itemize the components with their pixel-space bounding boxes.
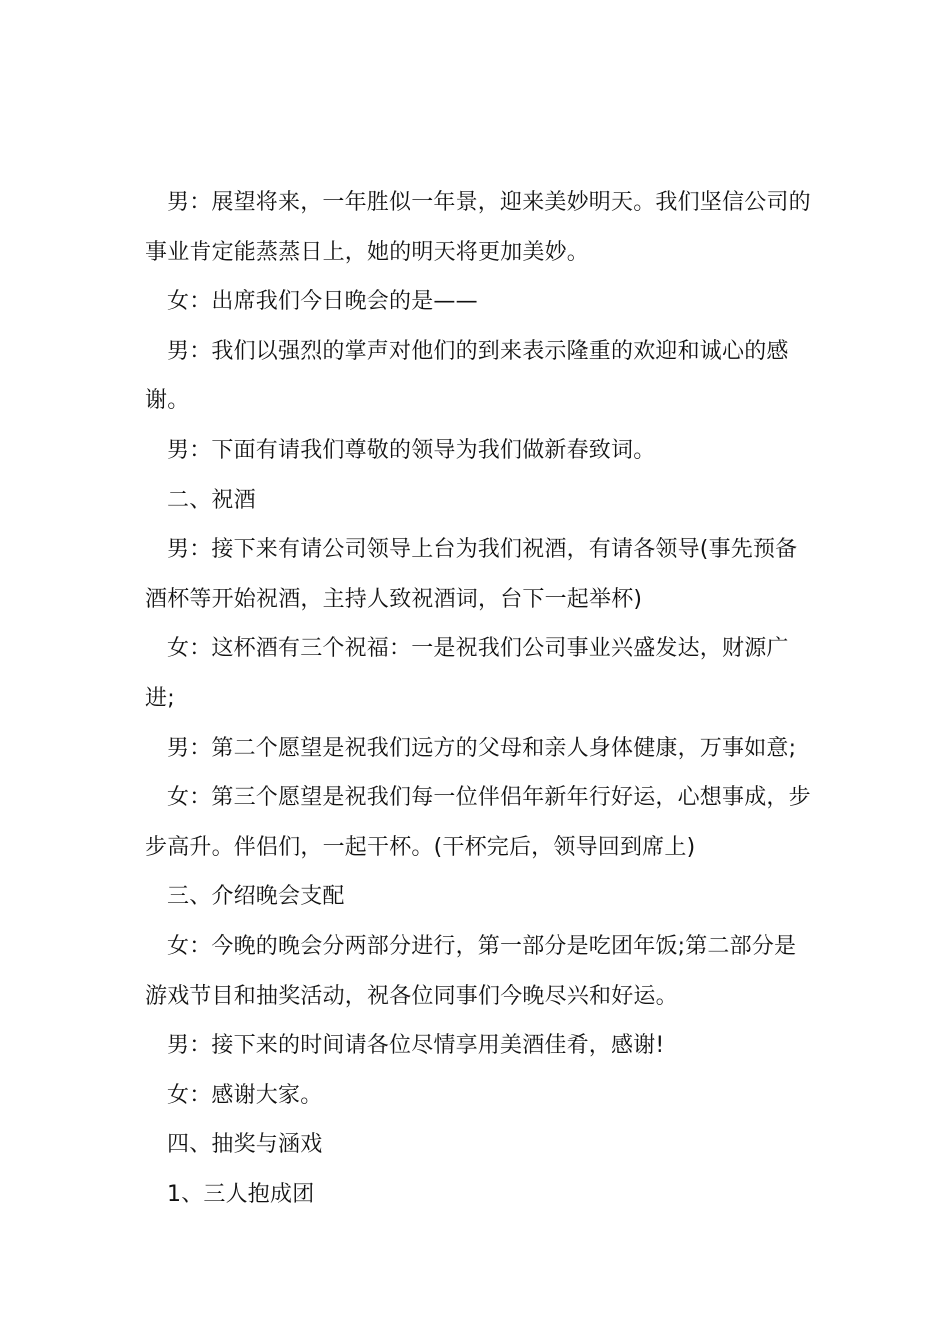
section-heading: 二、祝酒	[167, 487, 256, 513]
paragraph: 男：第二个愿望是祝我们远方的父母和亲人身体健康，万事如意;	[167, 735, 797, 761]
paragraph: 男：我们以强烈的掌声对他们的到来表示隆重的欢迎和诚心的感谢。	[145, 338, 789, 414]
paragraph: 男：接下来有请公司领导上台为我们祝酒，有请各领导(事先预备酒杯等开始祝酒，主持人致祝酒词，台下一起举杯)	[145, 537, 798, 612]
section-heading: 三、介绍晚会支配	[167, 884, 345, 910]
paragraph: 男：下面有请我们尊敬的领导为我们做新春致词。	[167, 437, 656, 463]
subsection-heading: 1、三人抱成团	[167, 1181, 315, 1207]
document-body	[145, 178, 813, 1219]
section-heading: 四、抽奖与涵戏	[167, 1132, 323, 1158]
paragraph: 男：展望将来，一年胜似一年景，迎来美妙明天。我们坚信公司的事业肯定能蒸蒸日上，她的明天将更加美妙。	[145, 190, 811, 265]
paragraph: 女：出席我们今日晚会的是——	[167, 289, 478, 315]
paragraph: 女：这杯酒有三个祝福：一是祝我们公司事业兴盛发达，财源广进;	[145, 636, 789, 711]
paragraph: 女：今晚的晚会分两部分进行，第一部分是吃团年饭;第二部分是游戏节目和抽奖活动，祝各位同事们今晚尽兴和好运。	[145, 933, 797, 1009]
paragraph: 男：接下来的时间请各位尽情享用美酒佳肴，感谢!	[167, 1033, 665, 1059]
paragraph: 女：第三个愿望是祝我们每一位伴侣年新年行好运，心想事成，步步高升。伴侣们，一起干杯。(干杯完后，领导回到席上)	[145, 785, 811, 860]
paragraph: 女：感谢大家。	[167, 1082, 323, 1108]
